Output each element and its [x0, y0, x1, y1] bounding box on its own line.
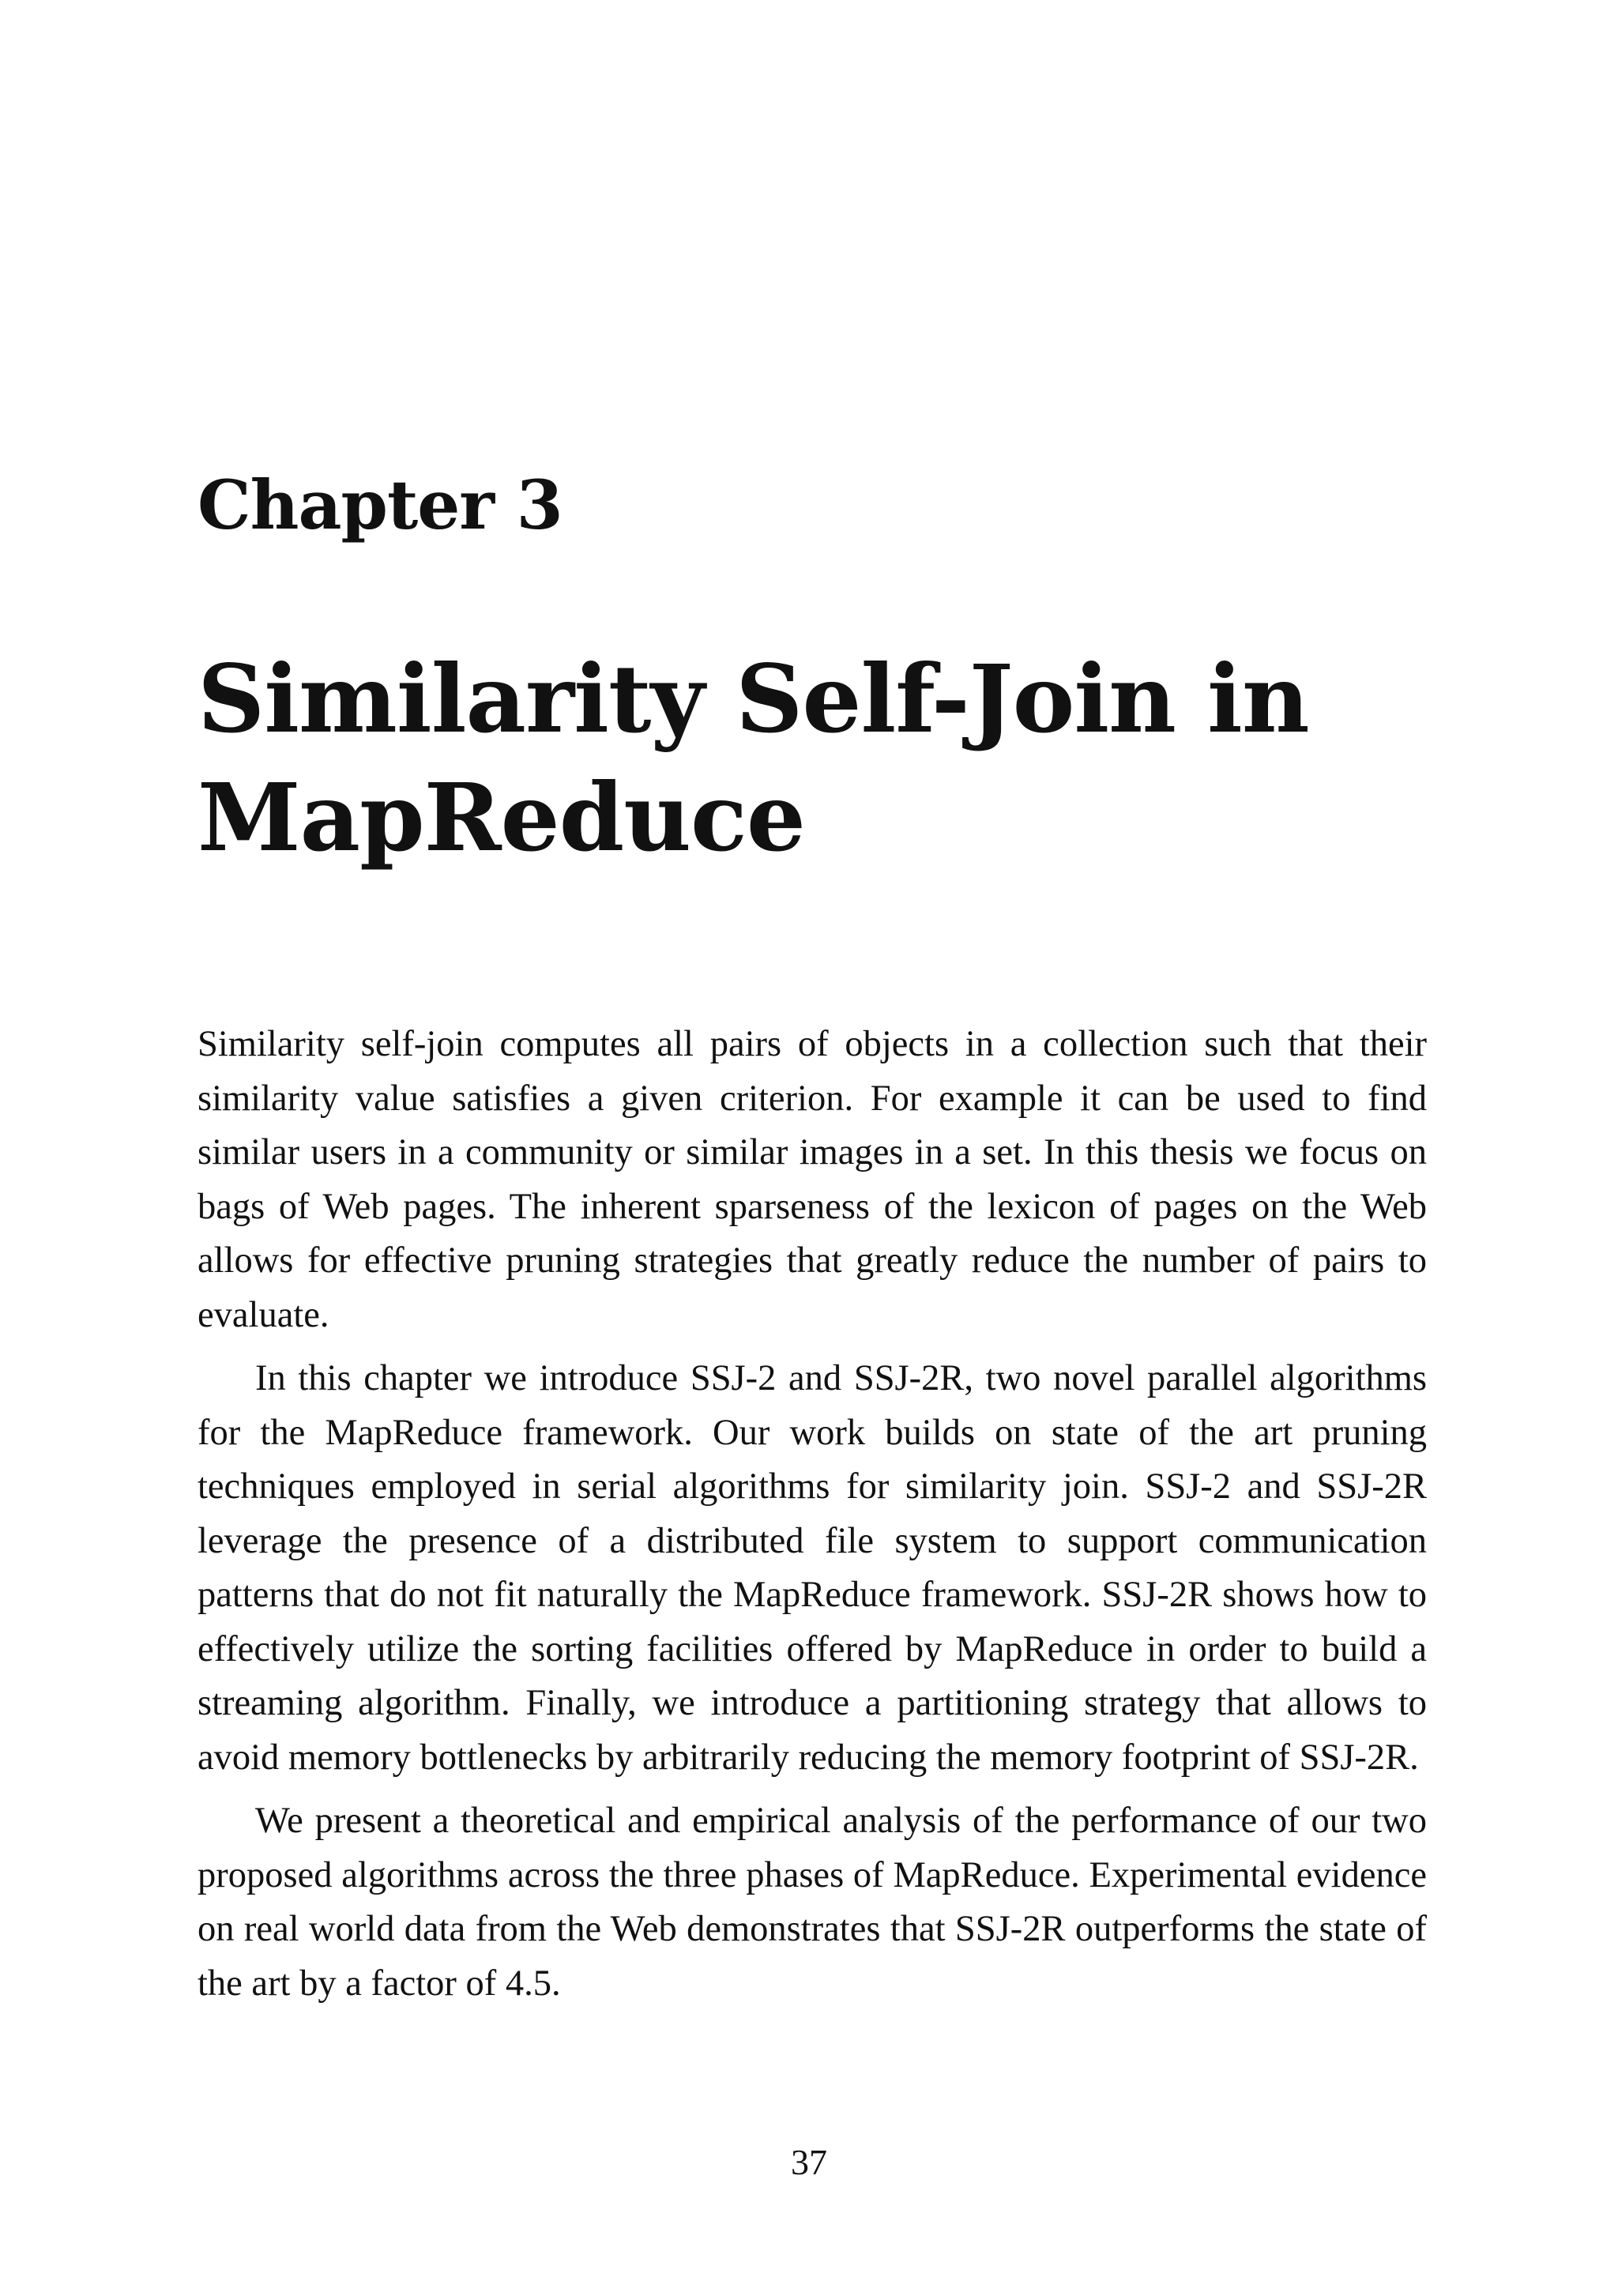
chapter-body: [198, 1018, 1427, 2011]
paragraph-analysis: We present a theoretical and empirical analysis of the performance of our two proposed algorithms across the three phases of MapReduce. Experimental evidence on real world data from the Web demonstrates that SSJ-2R outperforms the state of the art by a factor of 4.5.: [198, 1801, 1427, 2004]
chapter-title: Similarity Self-Join in MapReduce: [198, 644, 1309, 872]
paragraph-contributions: In this chapter we introduce SSJ-2 and SSJ-2R, two novel parallel algorithms for the MapReduce framework. Our work builds on state of the art pruning techniques employed in serial algorithms for similarity join. SSJ-2 and SSJ-2R leverage the presence of a distributed file system to support communication patterns that do not fit naturally the MapReduce framework. SSJ-2R shows how to effectively utilize the sorting facilities offered by MapReduce in order to build a streaming algorithm. Finally, we introduce a partitioning strategy that allows to avoid memory bottlenecks by arbitrarily reducing the memory footprint of SSJ-2R.: [198, 1358, 1427, 1778]
page-number: 37: [791, 2142, 827, 2182]
paragraph-intro: Similarity self-join computes all pairs of objects in a collection such that their similarity value satisfies a given criterion. For example it can be used to find similar users in a community or similar images in a set. In this thesis we focus on bags of Web pages. The inherent sparseness of the lexicon of pages on the Web allows for effective pruning strategies that greatly reduce the number of pairs to evaluate.: [198, 1024, 1427, 1335]
chapter-label: Chapter 3: [198, 466, 563, 545]
